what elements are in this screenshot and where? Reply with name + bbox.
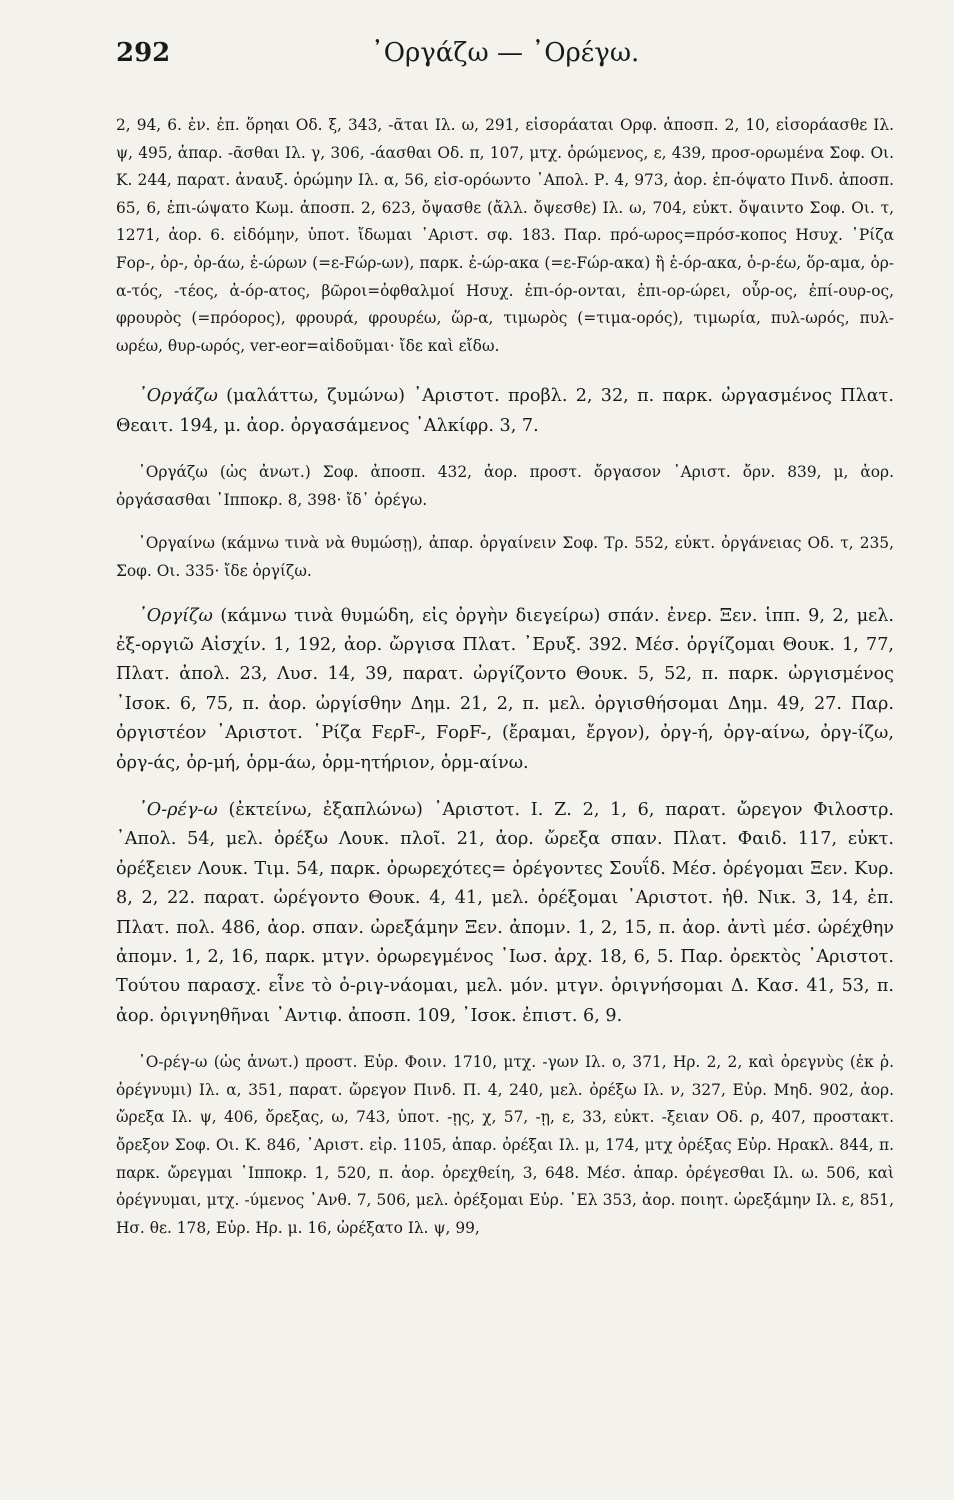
entry-text: (ὡς ἀνωτ.) προστ. Εὐρ. Φοιν. 1710, μτχ. -γων Ιλ. ο, 371, Ηρ. 2, 2, καὶ ὀρεγνὺς (ἐκ ῥ. ὀρέγνυμι) Ιλ. α, 351, παρατ. ὤρεγον Πινδ. Π. 4, 240, μελ. ὀρέξω Ιλ. ν, 327, Εὐρ. Μηδ. 902, ἀορ. ὤρεξα Ιλ. ψ, 406, ὄρεξας, ω, 743, ὑποτ. -ῃς, χ, 57, -ῃ, ε, 33, εὐκτ. -ξειαν Οδ. ρ, 407, προστακτ. ὄρεξον Σοφ. Οι. Κ. 846, ᾽Αριστ. εἰρ. 1105, ἀπαρ. ὀρέξαι Ιλ. μ, 174, μτχ ὀρέξας Εὐρ. Ηρακλ. 844, π. παρκ. ὤρεγμαι ῾Ιπποκρ. 1, 520, π. ἀορ. ὀρεχθείη, 3, 648. Μέσ. ἀπαρ. ὀρέγεσθαι Ιλ. ω. 506, καὶ ὀρέγνυμαι, μτχ. -ύμενος ᾽Ανθ. 7, 506, μελ. ὀρέξομαι Εὐρ. ᾽Ελ 353, ἀορ. ποιητ. ὠρεξάμην Ιλ. ε, 851, Ησ. θε. 178, Εὐρ. Ηρ. μ. 16, ὠρέξατο Ιλ. ψ, 99, <box>116 1053 894 1237</box>
entry-orgaino <box>116 530 894 585</box>
entry-text: (κάμνω τινὰ θυμώδη, εἰς ὀργὴν διεγείρω) σπάν. ἐνερ. Ξεν. ἱππ. 9, 2, μελ. ἐξ-οργιῶ Αἰσχίν. 1, 192, ἀορ. ὤργισα Πλατ. ᾽Ερυξ. 392. Μέσ. ὀργίζομαι Θουκ. 1, 77, Πλατ. ἀπολ. 23, Λυσ. 14, 39, παρατ. ὠργίζοντο Θουκ. 5, 52, π. παρκ. ὠργισμένος ᾽Ισοκ. 6, 75, π. ἀορ. ὠργίσθην Δημ. 21, 2, π. μελ. ὀργισθήσομαι Δημ. 49, 27. Παρ. ὀργιστέον ᾽Αριστοτ. ῾Ρίζα FερF-, FορF-, (ἔραμαι, ἔργον), ὀργ-ή, ὀργ-αίνω, ὀργ-ίζω, ὀργ-άς, ὀρ-μή, ὁρμ-άω, ὁρμ-ητήριον, ὁρμ-αίνω. <box>116 605 894 773</box>
entry-text: (κάμνω τινὰ νὰ θυμώσῃ), ἀπαρ. ὀργαίνειν Σοφ. Τρ. 552, εὐκτ. ὀργάνειας Οδ. τ, 235, Σοφ. Οι. 335· ἴδε ὀργίζω. <box>116 534 894 580</box>
running-head: ᾽Οργάζω — ᾽Ορέγω. <box>370 38 640 68</box>
page-number: 292 <box>116 38 171 68</box>
entry-lemma: ᾽Ο-ρέγ-ω <box>138 799 218 820</box>
entry-orgizo <box>116 602 894 778</box>
page-header <box>116 38 894 82</box>
entry-text: (ὡς ἀνωτ.) Σοφ. ἀποσπ. 432, ἀορ. προστ. ὄργασον ᾽Αριστ. ὄρν. 839, μ, ἀορ. ὀργάσασθαι ῾Ιπποκρ. 8, 398· ἴδ᾽ ὀρέγω. <box>116 463 894 509</box>
entry-lemma: ᾽Οργαίνω <box>138 534 215 553</box>
entry-lemma: ᾽Ο-ρέγ-ω <box>138 1053 208 1072</box>
entry-orego-poetic <box>116 1049 894 1242</box>
entry-text: (ἐκτείνω, ἐξαπλώνω) ᾽Αριστοτ. Ι. Ζ. 2, 1, 6, παρατ. ὤρεγον Φιλοστρ. ᾽Απολ. 54, μελ. ὀρέξω Λουκ. πλοῖ. 21, ἀορ. ὤρεξα σπαν. Πλατ. Φαιδ. 117, εὐκτ. ὀρέξειεν Λουκ. Τιμ. 54, παρκ. ὀρωρεχότες= ὀρέγοντες Σουΐδ. Μέσ. ὀρέγομαι Ξεν. Κυρ. 8, 2, 22. παρατ. ὠρέγοντο Θουκ. 4, 41, μελ. ὀρέξομαι ᾽Αριστοτ. ἠθ. Νικ. 3, 14, ἐπ. Πλατ. πολ. 486, ἀορ. σπαν. ὠρεξάμην Ξεν. ἀπομν. 1, 2, 15, π. ἀορ. ἀντὶ μέσ. ὠρέχθην ἀπομν. 1, 2, 16, παρκ. μτγν. ὀρωρεγμένος ᾽Ιωσ. ἀρχ. 18, 6, 5. Παρ. ὀρεκτὸς ᾽Αριστοτ. Τούτου παρασχ. εἶνε τὸ ὀ-ριγ-νάομαι, μελ. μόν. μτγν. ὀριγνήσομαι Δ. Κασ. 41, 53, π. ἀορ. ὀριγνηθῆναι ᾽Αντιφ. ἀποσπ. 109, ᾽Ισοκ. ἐπιστ. 6, 9. <box>116 799 895 1026</box>
entry-continuation <box>116 112 894 360</box>
entry-lemma: ᾽Οργάζω <box>138 463 208 482</box>
entry-text: (μαλάττω, ζυμώνω) ᾽Αριστοτ. προβλ. 2, 32, π. παρκ. ὠργασμένος Πλατ. Θεαιτ. 194, μ. ἀορ. ὀργασάμενος ᾽Αλκίφρ. 3, 7. <box>116 386 894 436</box>
entry-lemma: ᾽Οργίζω <box>138 605 213 626</box>
entry-text: 2, 94, 6. ἐν. ἐπ. ὅρηαι Οδ. ξ, 343, -ᾶται Ιλ. ω, 291, εἰσοράαται Ορφ. ἀποσπ. 2, 10, εἰσοράασθε Ιλ. ψ, 495, ἀπαρ. -ᾶσθαι Ιλ. γ, 306, -άασθαι Οδ. π, 107, μτχ. ὁρώμενος, ε, 439, προσ-ορωμένα Σοφ. Οι. Κ. 244, παρατ. ἀναυξ. ὁρώμην Ιλ. α, 56, εἰσ-ορόωντο ᾽Απολ. Ρ. 4, 973, ἀορ. ἐπ-όψατο Πινδ. ἀποσπ. 65, 6, ἐπι-ώψατο Κωμ. ἀποσπ. 2, 623, ὄψασθε (ἄλλ. ὄψεσθε) Ιλ. ω, 704, εὐκτ. ὄψαιντο Σοφ. Οι. τ, 1271, ἀορ. 6. εἰδόμην, ὑποτ. ἴδωμαι ᾽Αριστ. σφ. 183. Παρ. πρό-ωρος=πρόσ-κοπος Ησυχ. ῾Ρίζα Fορ-, ὀρ-, ὀρ-άω, ἐ-ώρων (=ε-Fώρ-ων), παρκ. ἐ-ώρ-ακα (=ε-Fώρ-ακα) ἢ ἑ-όρ-ακα, ὁ-ρ-έω, ὅρ-αμα, ὁρ-α-τός, -τέος, ἀ-όρ-ατος, βῶροι=ὀφθαλμοί Ησυχ. ἐπι-όρ-ονται, ἐπι-ορ-ώρει, οὖρ-ος, ἐπί-ουρ-ος, φρουρὸς (=πρόορος), φρουρά, φρουρέω, ὥρ-α, τιμωρὸς (=τιμα-ορός), τιμωρία, πυλ-ωρός, πυλ-ωρέω, θυρ-ωρός, ver-eor=αἰδοῦμαι· ἴδε καὶ εἴδω. <box>116 116 894 355</box>
entry-orgazo <box>116 382 894 441</box>
entry-lemma: ᾽Οργάζω <box>138 386 218 407</box>
entry-orego <box>116 796 894 1031</box>
entry-orgazo-poetic <box>116 459 894 514</box>
